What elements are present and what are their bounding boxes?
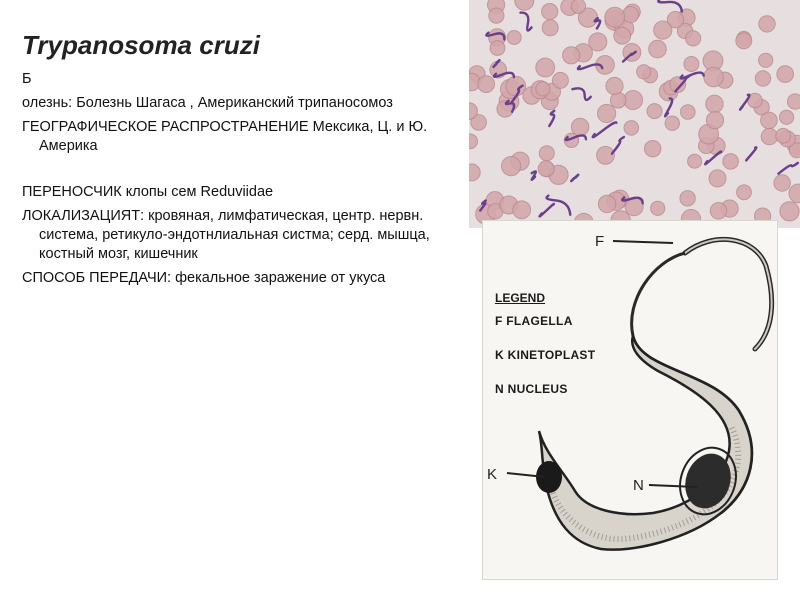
- red-blood-cell: [489, 8, 504, 23]
- red-blood-cell: [538, 161, 554, 177]
- trypanosome-diagram: [482, 220, 778, 580]
- red-blood-cell: [542, 4, 558, 20]
- trypanosome-parasite: [547, 196, 571, 215]
- red-blood-cell: [688, 154, 702, 168]
- red-blood-cell: [651, 201, 665, 215]
- red-blood-cell: [614, 27, 631, 44]
- red-blood-cell: [759, 16, 775, 32]
- trypanosome-parasite: [572, 88, 590, 100]
- red-blood-cell: [507, 31, 521, 45]
- red-blood-cell: [759, 53, 773, 67]
- red-blood-cell: [606, 77, 623, 94]
- red-blood-cell: [624, 121, 639, 136]
- trypanosome-parasite: [778, 163, 797, 174]
- red-blood-cell: [539, 146, 554, 161]
- red-blood-cell: [542, 20, 558, 36]
- label-kinetoplast: K: [487, 466, 498, 483]
- red-blood-cell: [706, 95, 723, 112]
- red-blood-cell: [469, 134, 478, 149]
- slide-title: Trypanosoma cruzi: [22, 30, 260, 60]
- blood-smear-micrograph: [469, 0, 800, 228]
- trypanosome-parasite: [549, 111, 554, 126]
- red-blood-cell: [515, 0, 534, 10]
- red-blood-cell: [686, 31, 701, 46]
- red-blood-cell: [536, 82, 550, 96]
- paragraph-geography: ГЕОГРАФИЧЕСКОЕ РАСПРОСТРАНЕНИЕ Мексика, Ц. и Ю. Америка: [22, 119, 428, 154]
- paragraph-transmission: СПОСОБ ПЕРЕДАЧИ: фекальное заражение от укуса: [22, 270, 386, 286]
- red-blood-cell: [552, 72, 568, 88]
- red-blood-cell: [502, 157, 521, 176]
- red-blood-cell: [780, 110, 794, 124]
- red-blood-cell: [637, 65, 651, 79]
- red-blood-cell: [774, 175, 790, 191]
- red-blood-cell: [761, 112, 778, 129]
- diagram-legend: [495, 291, 595, 416]
- trypanosome-parasite: [658, 0, 682, 12]
- red-blood-cell: [776, 128, 791, 143]
- red-blood-cell: [598, 104, 616, 122]
- trypanosome-parasite: [612, 137, 624, 154]
- pointer-flagella: [613, 241, 673, 243]
- trypanosome-parasite: [532, 171, 536, 179]
- legend-kinetoplast: K KINETOPLAST: [495, 348, 596, 362]
- red-blood-cell: [645, 141, 661, 157]
- red-blood-cell: [706, 112, 723, 129]
- red-blood-cell: [681, 105, 696, 120]
- paragraph-spacer: [22, 161, 462, 183]
- red-blood-cell: [755, 71, 770, 86]
- label-flagella: F: [595, 233, 605, 250]
- red-blood-cell: [710, 203, 727, 220]
- legend-title: LEGEND: [495, 291, 546, 305]
- trypanosome-parasite: [540, 204, 554, 217]
- red-blood-cell: [788, 94, 800, 109]
- red-blood-cell: [571, 0, 585, 14]
- red-blood-cell: [469, 164, 480, 181]
- legend-nucleus: N NUCLEUS: [495, 382, 568, 396]
- red-blood-cell: [789, 184, 800, 203]
- red-blood-cell: [563, 47, 580, 64]
- trypanosome-parasite: [593, 122, 617, 137]
- red-blood-cell: [598, 195, 615, 212]
- red-blood-cell: [597, 146, 615, 164]
- paragraph-disease: олезнь: Болезнь Шагаса , Американский трипаносомоз: [22, 95, 393, 111]
- red-blood-cell: [605, 7, 625, 27]
- red-blood-cell: [761, 128, 777, 144]
- trypanosome-parasite: [571, 175, 578, 181]
- red-blood-cell: [649, 40, 667, 58]
- red-blood-cell: [654, 21, 672, 39]
- red-blood-cell: [478, 76, 495, 93]
- red-blood-cell: [684, 57, 699, 72]
- flagellum: [685, 239, 772, 349]
- red-blood-cell: [680, 191, 695, 206]
- red-blood-cell: [709, 170, 726, 187]
- trypanosome-parasite: [746, 147, 756, 160]
- slide-body: [22, 70, 462, 293]
- red-blood-cell: [623, 7, 639, 23]
- red-blood-cell: [777, 66, 794, 83]
- trypanosome-parasite: [681, 73, 704, 79]
- red-blood-cell: [513, 201, 531, 219]
- red-blood-cell: [736, 33, 752, 49]
- paragraph-b: Б: [22, 71, 32, 87]
- red-blood-cell: [571, 118, 588, 135]
- paragraph-localization: ЛОКАЛИЗАЦИЯТ: кровяная, лимфатическая, центр. нервн. система, ретикуло-эндотнлиальная систма; серд. мышца, костный мозг, кишечник: [22, 208, 430, 262]
- red-blood-cell: [723, 154, 739, 170]
- red-blood-cell: [536, 58, 555, 77]
- legend-flagella: F FLAGELLA: [495, 314, 573, 328]
- red-blood-cell: [490, 41, 505, 56]
- red-blood-cell: [647, 104, 662, 119]
- red-blood-cell: [704, 67, 724, 87]
- red-blood-cell: [780, 202, 799, 221]
- blood-smear-image: [469, 0, 800, 228]
- red-blood-cell: [665, 116, 679, 130]
- trypanosome-parasite: [520, 13, 531, 31]
- red-blood-cell: [737, 185, 752, 200]
- paragraph-vector: ПЕРЕНОСЧИК клопы сем Reduviidae: [22, 184, 274, 200]
- label-nucleus: N: [633, 477, 644, 494]
